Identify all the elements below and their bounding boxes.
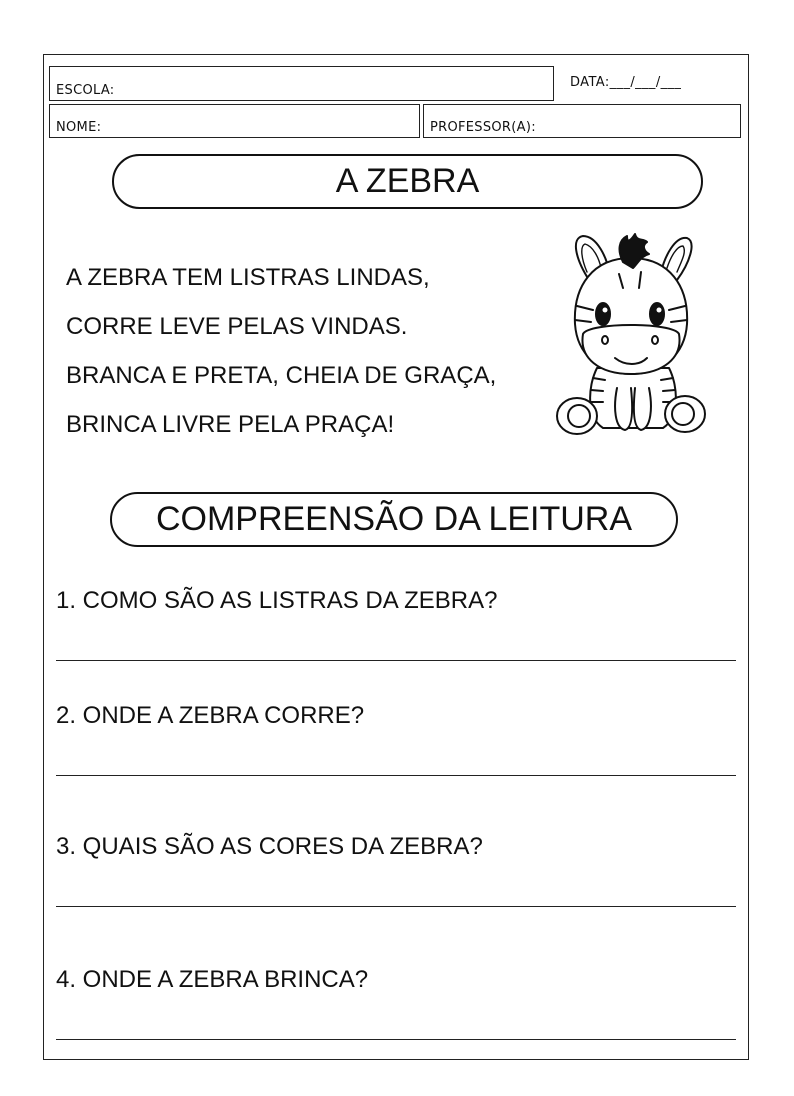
zebra-icon <box>553 228 709 440</box>
poem-line: A ZEBRA TEM LISTRAS LINDAS, <box>66 264 430 291</box>
poem-line: BRANCA E PRETA, CHEIA DE GRAÇA, <box>66 362 497 389</box>
question-2: 2. ONDE A ZEBRA CORRE? <box>56 702 365 729</box>
name-label: NOME: <box>56 120 102 135</box>
question-4: 4. ONDE A ZEBRA BRINCA? <box>56 966 369 993</box>
page-title: A ZEBRA <box>112 154 703 209</box>
school-field[interactable] <box>49 66 554 101</box>
poem-line: CORRE LEVE PELAS VINDAS. <box>66 313 408 340</box>
question-3: 3. QUAIS SÃO AS CORES DA ZEBRA? <box>56 833 483 860</box>
question-1: 1. COMO SÃO AS LISTRAS DA ZEBRA? <box>56 587 498 614</box>
school-label: ESCOLA: <box>56 83 115 98</box>
poem <box>66 262 496 458</box>
section-title: COMPREENSÃO DA LEITURA <box>110 492 678 547</box>
teacher-field[interactable] <box>423 104 741 138</box>
answer-line-2[interactable] <box>56 775 736 776</box>
answer-line-1[interactable] <box>56 660 736 661</box>
answer-line-3[interactable] <box>56 906 736 907</box>
poem-line: BRINCA LIVRE PELA PRAÇA! <box>66 411 395 438</box>
teacher-label: PROFESSOR(A): <box>430 120 536 135</box>
name-field[interactable] <box>49 104 420 138</box>
answer-line-4[interactable] <box>56 1039 736 1040</box>
date-field[interactable]: DATA:___/___/___ <box>570 75 682 90</box>
